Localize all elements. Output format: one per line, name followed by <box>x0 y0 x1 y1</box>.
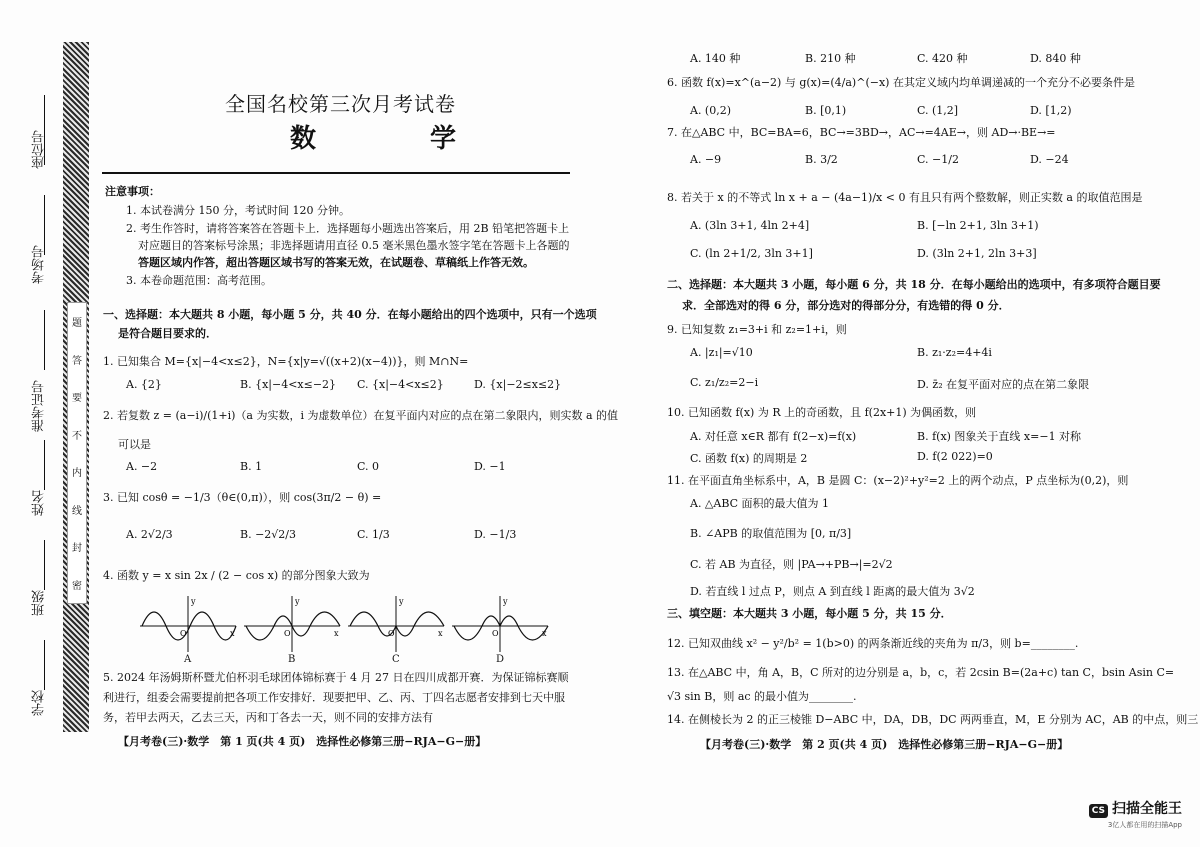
q7-option-c: C. −1/2 <box>917 153 959 166</box>
seal-char: 题 <box>72 318 82 330</box>
note-3: 3. 本卷命题范围：高考范围。 <box>126 274 272 287</box>
q9-option-b: B. z₁·z₂=4+4i <box>917 346 992 359</box>
graph-c-o: O <box>388 629 395 638</box>
graph-a-y: y <box>191 597 196 606</box>
q9-option-c: C. z₁/z₂=2−i <box>690 376 759 389</box>
scanner-name: 扫描全能王 <box>1112 801 1182 817</box>
graph-a-o: O <box>180 629 187 638</box>
q10-option-d: D. f(2 022)=0 <box>917 450 993 463</box>
q9-option-a: A. |z₁|=√10 <box>690 346 753 359</box>
q3-stem: 3. 已知 cosθ = −1/3（θ∈(0,π)），则 cos(3π/2 − θ) = <box>103 491 382 504</box>
graph-c <box>348 596 444 652</box>
q3-option-a: A. 2√2/3 <box>126 528 173 541</box>
margin-label-room: 考场号 <box>32 245 47 284</box>
subject-title: 数 学 <box>290 124 501 154</box>
q9-stem: 9. 已知复数 z₁=3+i 和 z₂=1+i，则 <box>667 323 847 336</box>
ticket-line <box>44 310 45 370</box>
graph-c-y: y <box>399 597 404 606</box>
q2-option-b: B. 1 <box>240 460 263 473</box>
scanner-tagline: 3亿人都在用的扫描App <box>1107 821 1182 829</box>
q4-label-c: C <box>392 654 400 665</box>
graph-b-x: x <box>334 629 339 638</box>
q5-line3: 务，若甲去两天，乙去三天，丙和丁各去一天，则不同的安排方法有 <box>103 711 433 724</box>
q2-stem2: 可以是 <box>118 438 151 451</box>
graph-d <box>452 596 548 652</box>
graph-d-y: y <box>503 597 508 606</box>
seal-char: 封 <box>72 543 82 555</box>
header-rule <box>102 172 570 174</box>
margin-label-seat: 座位号 <box>32 130 47 169</box>
q5-option-c: C. 420 种 <box>917 52 968 65</box>
section1-heading2: 是符合题目要求的． <box>118 327 217 340</box>
graph-a-x: x <box>230 629 235 638</box>
q4-graphs <box>136 592 556 656</box>
graph-b-y: y <box>295 597 300 606</box>
q7-option-b: B. 3/2 <box>805 153 838 166</box>
q10-option-c: C. 函数 f(x) 的周期是 2 <box>690 452 808 465</box>
graph-b <box>244 596 340 652</box>
q5-line1: 5. 2024 年汤姆斯杯暨尤伯杯羽毛球团体锦标赛于 4 月 27 日在四川成都开赛．为保证锦标赛顺 <box>103 671 569 684</box>
q11-stem: 11. 在平面直角坐标系中，A，B 是圆 C：(x−2)²+y²=2 上的两个动点，P 点坐标为(0,2)，则 <box>667 474 1129 487</box>
q2-option-d: D. −1 <box>474 460 506 473</box>
q6-option-b: B. [0,1) <box>805 104 847 117</box>
graph-d-x: x <box>542 629 547 638</box>
margin-label-ticket: 准考证号 <box>32 380 47 432</box>
q1-option-d: D. {x|−2≤x≤2} <box>474 378 562 391</box>
q3-option-d: D. −1/3 <box>474 528 517 541</box>
section3-heading: 三、填空题：本大题共 3 小题，每小题 5 分，共 15 分． <box>667 607 952 620</box>
note-2-cont: 对应题目的答案标号涂黑；非选择题请用直径 0.5 毫米黑色墨水签字笔在答题卡上各题的 <box>138 239 570 252</box>
graph-b-o: O <box>284 629 291 638</box>
note-1: 1. 本试卷满分 150 分，考试时间 120 分钟。 <box>126 204 350 217</box>
seal-char: 不 <box>72 430 82 442</box>
q6-option-a: A. (0,2) <box>690 104 732 117</box>
q1-option-b: B. {x|−4<x≤−2} <box>240 378 337 391</box>
q8-option-c: C. (ln 2+1/2, 3ln 3+1] <box>690 247 813 260</box>
q1-option-a: A. {2} <box>126 378 162 391</box>
q9-option-d: D. z̄₂ 在复平面对应的点在第二象限 <box>917 378 1090 391</box>
q14-line1: 14. 在侧棱长为 2 的正三棱锥 D−ABC 中，DA，DB，DC 两两垂直，M，E 分别为 AC，AB 的中点，则三 <box>667 713 1199 726</box>
margin-label-class: 班级 <box>32 590 47 616</box>
margin-label-name: 姓名 <box>32 490 47 516</box>
q7-option-d: D. −24 <box>1030 153 1069 166</box>
q3-option-c: C. 1/3 <box>357 528 390 541</box>
q1-option-c: C. {x|−4<x≤2} <box>357 378 444 391</box>
section2-heading: 二、选择题：本大题共 3 小题，每小题 6 分，共 18 分．在每小题给出的选项中，有多项符合题目要 <box>667 278 1161 291</box>
q4-label-d: D <box>496 654 505 665</box>
q4-label-a: A <box>184 654 192 665</box>
q7-stem: 7. 在△ABC 中，BC=BA=6，BC→=3BD→，AC→=4AE→，则 AD→·BE→= <box>667 126 1056 139</box>
q6-stem: 6. 函数 f(x)=x^(a−2) 与 g(x)=(4/a)^(−x) 在其定义域内均单调递减的一个充分不必要条件是 <box>667 76 1135 89</box>
seal-char: 要 <box>72 393 82 405</box>
note-2-cont2: 答题区域内作答，超出答题区域书写的答案无效，在试题卷、草稿纸上作答无效。 <box>138 256 534 269</box>
margin-label-school: 学校 <box>32 690 47 716</box>
q8-option-a: A. (3ln 3+1, 4ln 2+4] <box>690 219 810 232</box>
q5-option-d: D. 840 种 <box>1030 52 1081 65</box>
seal-char: 密 <box>72 580 82 592</box>
school-line <box>44 640 45 690</box>
notes-heading: 注意事项： <box>105 185 160 198</box>
graph-d-o: O <box>492 629 499 638</box>
graph-a <box>140 596 236 652</box>
seal-char: 线 <box>72 505 82 517</box>
binding-strip <box>63 42 89 732</box>
q8-option-d: D. (3ln 2+1, 2ln 3+3] <box>917 247 1037 260</box>
seal-char: 答 <box>72 355 82 367</box>
q6-option-c: C. (1,2] <box>917 104 959 117</box>
section1-heading: 一、选择题：本大题共 8 小题，每小题 5 分，共 40 分．在每小题给出的四个选项中，只有一个选项 <box>103 308 597 321</box>
q10-option-a: A. 对任意 x∈R 都有 f(2−x)=f(x) <box>690 430 857 443</box>
q11-option-d: D. 若直线 l 过点 P，则点 A 到直线 l 距离的最大值为 3√2 <box>690 585 975 598</box>
section2-heading2: 求．全部选对的得 6 分，部分选对的得部分分，有选错的得 0 分． <box>682 299 1010 312</box>
class-line <box>44 540 45 590</box>
scanner-logo-icon: CS <box>1089 804 1108 818</box>
q11-option-a: A. △ABC 面积的最大值为 1 <box>690 497 830 510</box>
q12-stem: 12. 已知双曲线 x² − y²/b² = 1(b>0) 的两条渐近线的夹角为 π/3，则 b=________. <box>667 637 1079 650</box>
q2-stem: 2. 若复数 z = (a−i)/(1+i)（a 为实数，i 为虚数单位）在复平面内对应的点在第二象限内，则实数 a 的值 <box>103 409 619 422</box>
q13-line2: √3 sin B，则 ac 的最小值为________. <box>667 690 857 703</box>
q4-stem: 4. 函数 y = x sin 2x / (2 − cos x) 的部分图象大致为 <box>103 569 370 582</box>
footer-right: 【月考卷(三)·数学 第 2 页(共 4 页) 选择性必修第三册−RJA−G−册】 <box>700 738 1069 751</box>
q8-option-b: B. [−ln 2+1, 3ln 3+1) <box>917 219 1039 232</box>
note-2: 2. 考生作答时，请将答案答在答题卡上．选择题每小题选出答案后，用 2B 铅笔把答题卡上 <box>126 222 570 235</box>
footer-left: 【月考卷(三)·数学 第 1 页(共 4 页) 选择性必修第三册−RJA−G−册】 <box>118 735 487 748</box>
q7-option-a: A. −9 <box>690 153 722 166</box>
q8-stem: 8. 若关于 x 的不等式 ln x + a − (4a−1)/x < 0 有且只有两个整数解，则正实数 a 的取值范围是 <box>667 191 1143 204</box>
q5-option-b: B. 210 种 <box>805 52 856 65</box>
q1-stem: 1. 已知集合 M={x|−4<x≤2}，N={x|y=√((x+2)(x−4))}，则 M∩N= <box>103 355 469 368</box>
q4-label-b: B <box>288 654 296 665</box>
q5-line2: 利进行，组委会需要提前把各项工作安排好．现要把甲、乙、丙、丁四名志愿者安排到七天中服 <box>103 691 565 704</box>
seal-text-box <box>67 302 87 604</box>
q6-option-d: D. [1,2) <box>1030 104 1072 117</box>
q13-line1: 13. 在△ABC 中，角 A，B，C 所对的边分别是 a，b，c，若 2csin B=(2a+c) tan C，bsin Asin C= <box>667 666 1175 679</box>
q2-option-c: C. 0 <box>357 460 380 473</box>
q11-option-b: B. ∠APB 的取值范围为 [0, π/3] <box>690 527 852 540</box>
q10-option-b: B. f(x) 图象关于直线 x=−1 对称 <box>917 430 1082 443</box>
graph-c-x: x <box>438 629 443 638</box>
q3-option-b: B. −2√2/3 <box>240 528 297 541</box>
q5-option-a: A. 140 种 <box>690 52 741 65</box>
q2-option-a: A. −2 <box>126 460 158 473</box>
name-line <box>44 440 45 490</box>
scanner-watermark <box>1089 798 1182 830</box>
seal-char: 内 <box>72 468 82 480</box>
q10-stem: 10. 已知函数 f(x) 为 R 上的奇函数，且 f(2x+1) 为偶函数，则 <box>667 406 977 419</box>
exam-title: 全国名校第三次月考试卷 <box>225 92 456 116</box>
q11-option-c: C. 若 AB 为直径，则 |PA→+PB→|=2√2 <box>690 558 893 571</box>
